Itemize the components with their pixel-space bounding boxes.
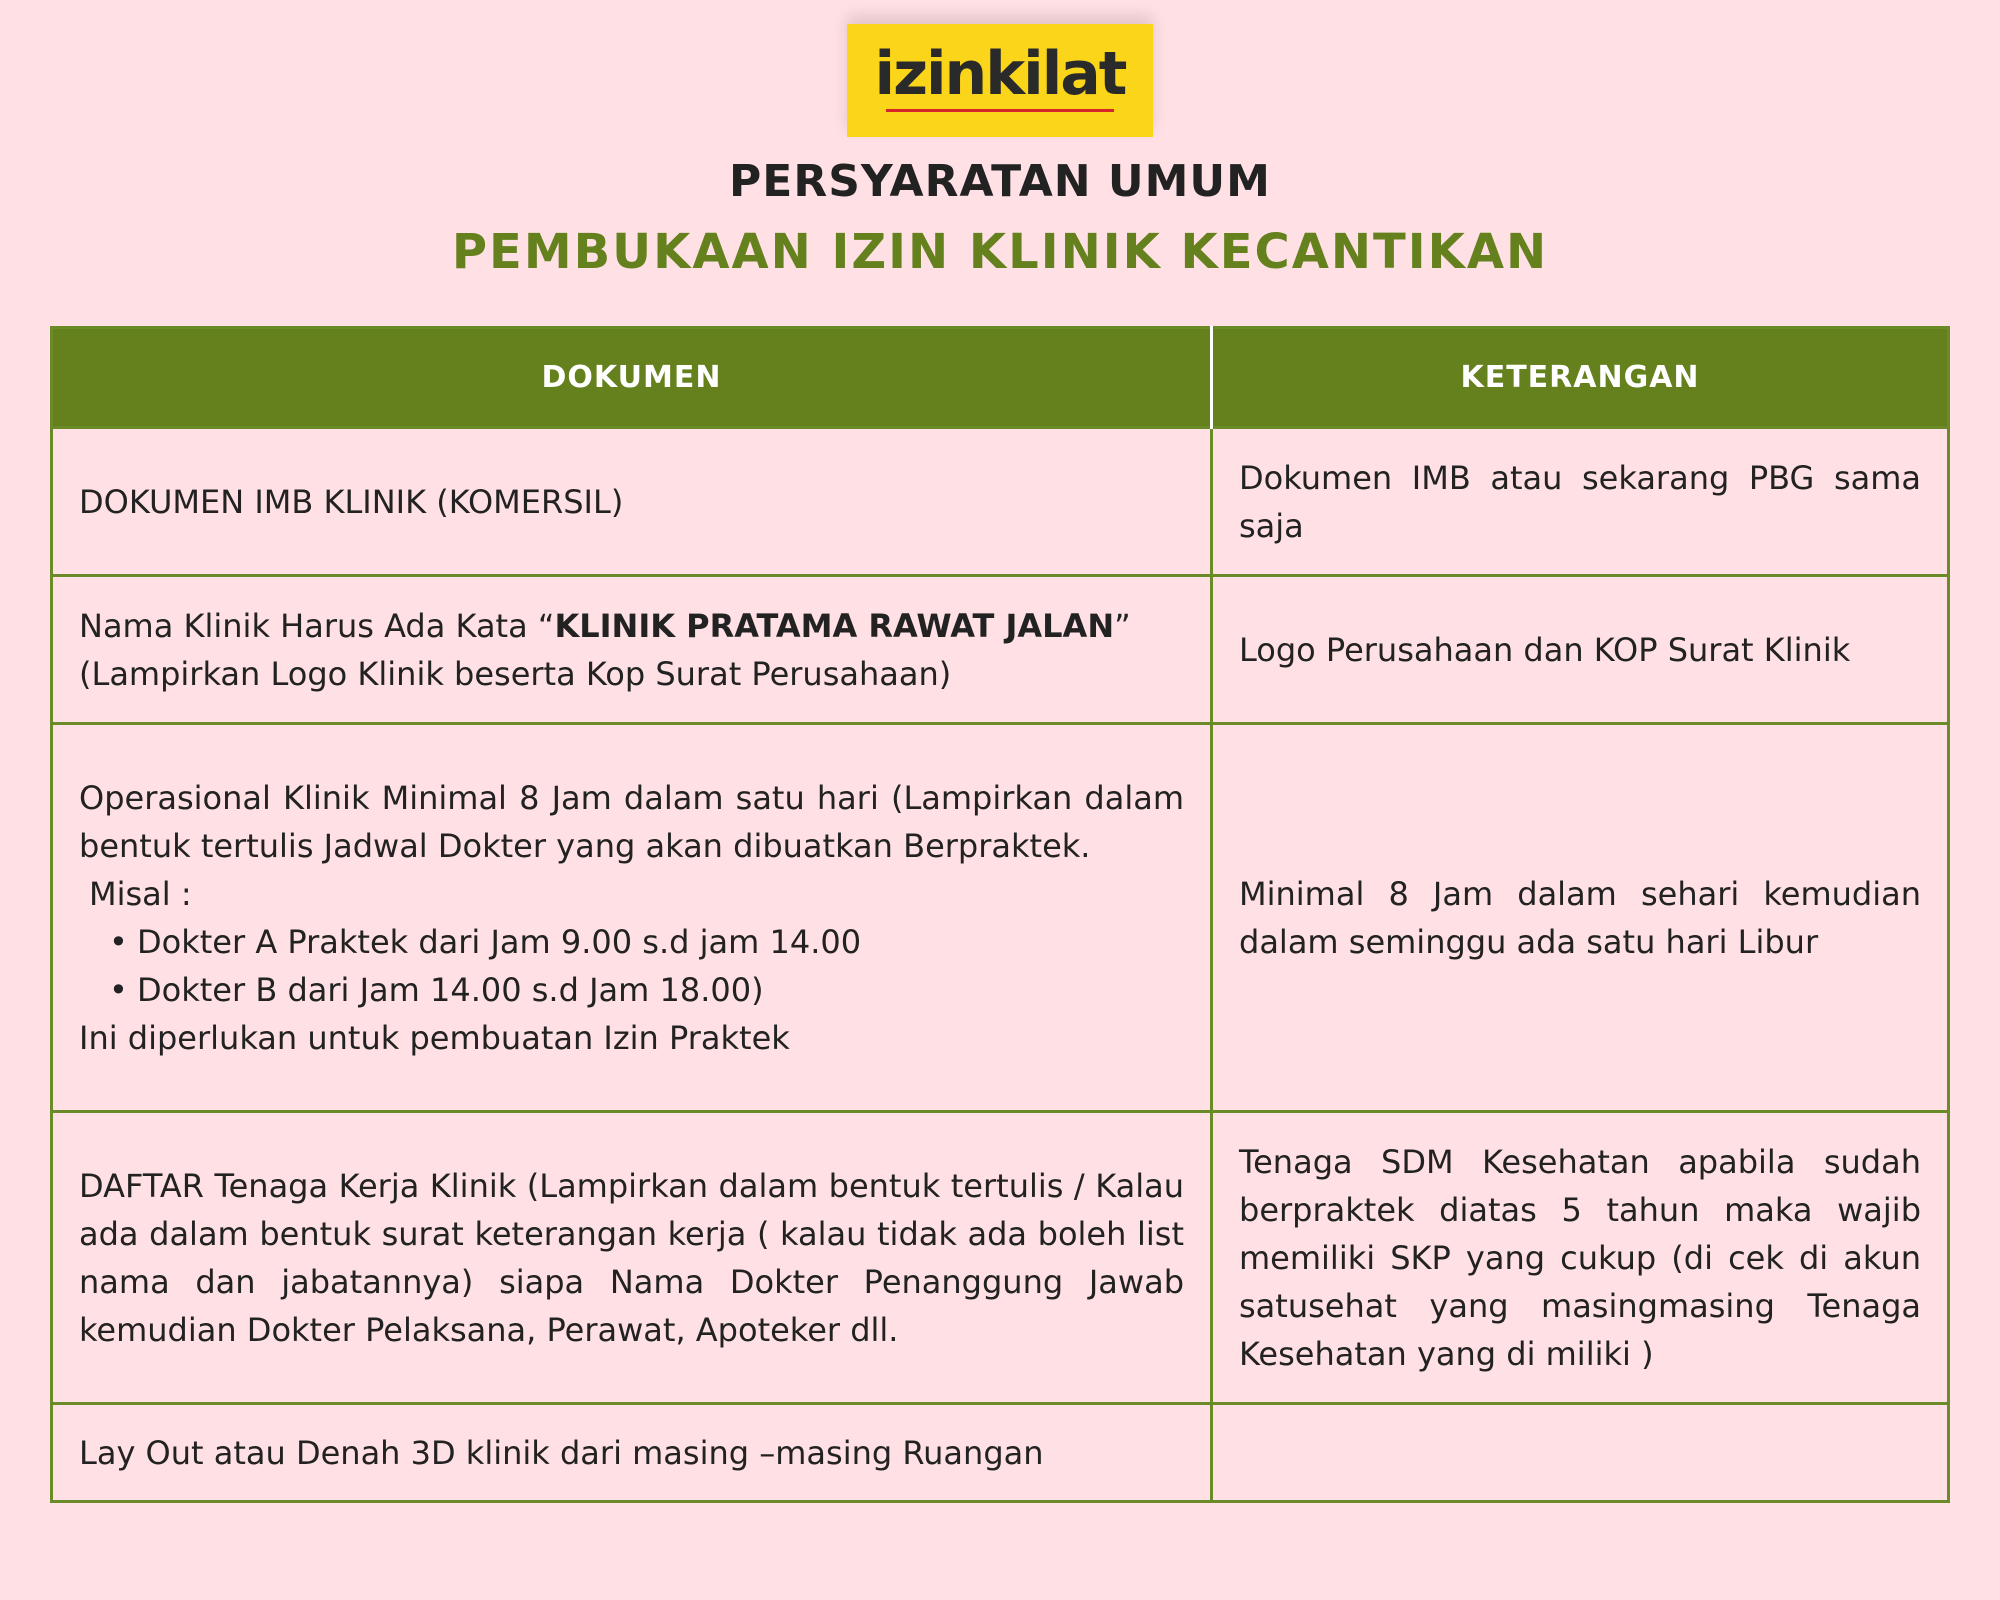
page-subtitle: PEMBUKAAN IZIN KLINIK KECANTIKAN xyxy=(451,224,1549,280)
cell-text: ” xyxy=(1114,606,1131,645)
table-row xyxy=(52,576,1949,724)
cell-text: Nama Klinik Harus Ada Kata “ xyxy=(79,606,555,645)
requirements-table xyxy=(50,326,1950,1503)
cell-dokumen-line-2: (Lampirkan Logo Klinik beserta Kop Surat Perusahaan) xyxy=(79,654,952,693)
table-row xyxy=(52,1112,1949,1404)
list-item: • Dokter B dari Jam 14.00 s.d Jam 18.00) xyxy=(137,966,1184,1014)
column-header-dokumen: DOKUMEN xyxy=(52,328,1212,428)
cell-keterangan: Tenaga SDM Kesehatan apabila sudah berpraktek diatas 5 tahun maka wajib memiliki SKP yang cukup (di cek di akun satusehat yang masingmasing Tenaga Kesehatan yang di miliki ) xyxy=(1212,1112,1949,1404)
table-row xyxy=(52,724,1949,1112)
cell-keterangan: Minimal 8 Jam dalam sehari kemudian dalam seminggu ada satu hari Libur xyxy=(1212,724,1949,1112)
cell-dokumen xyxy=(52,576,1212,724)
logo-underline xyxy=(886,109,1114,112)
cell-dokumen-intro: Operasional Klinik Minimal 8 Jam dalam satu hari (Lampirkan dalam bentuk tertulis Jadwal Dokter yang akan dibuatkan Berpraktek. xyxy=(79,778,1184,865)
cell-dokumen-outro: Ini diperlukan untuk pembuatan Izin Praktek xyxy=(79,1018,790,1057)
column-header-keterangan: KETERANGAN xyxy=(1212,328,1949,428)
example-list xyxy=(79,918,1184,1014)
cell-dokumen-line-1 xyxy=(79,602,1184,650)
table-header-row xyxy=(52,328,1949,428)
cell-keterangan: Logo Perusahaan dan KOP Surat Klinik xyxy=(1212,576,1949,724)
list-item: • Dokter A Praktek dari Jam 9.00 s.d jam 14.00 xyxy=(137,918,1184,966)
table-row xyxy=(52,1404,1949,1502)
example-label: Misal : xyxy=(89,874,192,913)
cell-bold-text: KLINIK PRATAMA RAWAT JALAN xyxy=(554,606,1115,645)
logo xyxy=(847,24,1153,137)
cell-keterangan xyxy=(1212,1404,1949,1502)
cell-dokumen xyxy=(52,724,1212,1112)
cell-dokumen: DOKUMEN IMB KLINIK (KOMERSIL) xyxy=(52,428,1212,576)
logo-text: izinkilat xyxy=(874,38,1126,109)
table-row xyxy=(52,428,1949,576)
cell-dokumen: Lay Out atau Denah 3D klinik dari masing –masing Ruangan xyxy=(52,1404,1212,1502)
page-title: PERSYARATAN UMUM xyxy=(729,156,1271,207)
cell-keterangan: Dokumen IMB atau sekarang PBG sama saja xyxy=(1212,428,1949,576)
cell-dokumen: DAFTAR Tenaga Kerja Klinik (Lampirkan dalam bentuk tertulis / Kalau ada dalam bentuk surat keterangan kerja ( kalau tidak ada boleh list nama dan jabatannya) siapa Nama Dokter Penanggung Jawab kemudian Dokter Pelaksana, Perawat, Apoteker dll. xyxy=(52,1112,1212,1404)
